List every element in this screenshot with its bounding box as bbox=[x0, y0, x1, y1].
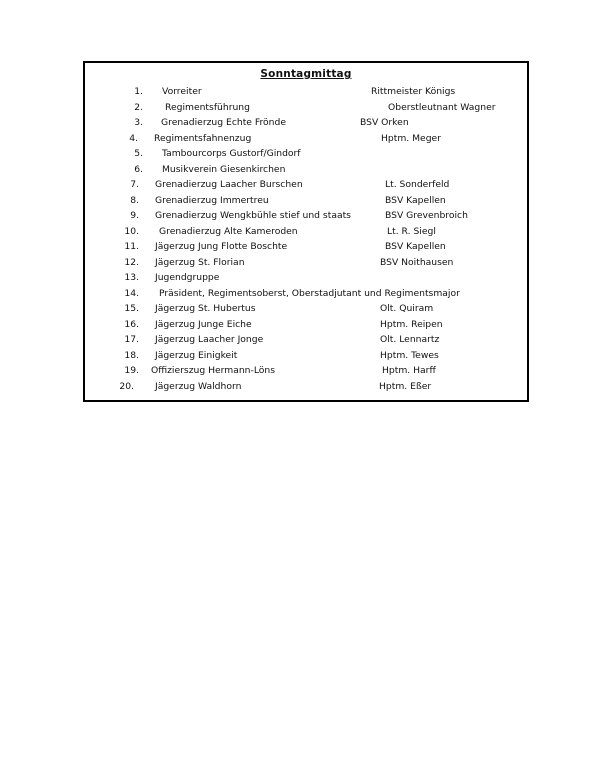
item-number: 2. bbox=[134, 101, 143, 113]
item-number: 8. bbox=[130, 194, 139, 206]
list-item bbox=[85, 85, 527, 99]
list-item bbox=[85, 287, 527, 301]
item-number: 5. bbox=[134, 148, 143, 159]
item-leader: Hptm. Tewes bbox=[380, 349, 439, 361]
list-item bbox=[85, 225, 527, 239]
list-item bbox=[85, 302, 527, 316]
item-name: Grenadierzug Immertreu bbox=[155, 194, 269, 206]
item-name: Jägerzug Waldhorn bbox=[155, 380, 242, 392]
item-leader: Hptm. Harff bbox=[382, 365, 436, 376]
list-item bbox=[85, 132, 527, 146]
item-leader: Olt. Lennartz bbox=[380, 334, 440, 345]
item-number: 11. bbox=[124, 241, 139, 252]
item-number: 12. bbox=[124, 256, 139, 268]
list-item bbox=[85, 380, 527, 394]
item-number: 9. bbox=[130, 210, 139, 221]
item-name: Jägerzug Junge Eiche bbox=[155, 318, 252, 330]
item-name: Jägerzug Einigkeit bbox=[155, 349, 238, 361]
item-name: Offizierszug Hermann-Löns bbox=[151, 365, 276, 376]
list-item bbox=[85, 364, 527, 378]
item-name: Präsident, Regimentsoberst, Oberstadjutant und Regimentsmajor bbox=[159, 287, 460, 299]
item-leader: Olt. Quiram bbox=[380, 303, 434, 314]
item-number: 3. bbox=[134, 117, 143, 128]
list-item bbox=[85, 240, 527, 254]
list-item bbox=[85, 178, 527, 192]
item-number: 7. bbox=[130, 179, 139, 190]
item-name: Tambourcorps Gustorf/Gindorf bbox=[162, 148, 301, 159]
list-item bbox=[85, 349, 527, 363]
item-number: 20. bbox=[119, 380, 134, 392]
list-item bbox=[85, 256, 527, 270]
item-leader: Rittmeister Königs bbox=[371, 86, 456, 97]
item-name: Regimentsführung bbox=[165, 101, 250, 113]
item-leader: BSV Kapellen bbox=[385, 241, 446, 252]
list-item bbox=[85, 116, 527, 130]
list-item bbox=[85, 209, 527, 223]
item-number: 4. bbox=[129, 132, 138, 144]
item-name: Grenadierzug Wengkbühle stief und staats bbox=[155, 210, 351, 221]
list-item bbox=[85, 271, 527, 285]
item-number: 15. bbox=[124, 303, 139, 314]
item-name: Jugendgruppe bbox=[155, 272, 220, 283]
item-name: Grenadierzug Echte Frönde bbox=[161, 117, 286, 128]
item-leader: Oberstleutnant Wagner bbox=[388, 101, 496, 113]
item-number: 18. bbox=[124, 349, 139, 361]
item-number: 1. bbox=[134, 86, 143, 97]
item-name: Vorreiter bbox=[162, 86, 202, 97]
item-leader: BSV Noithausen bbox=[380, 256, 454, 268]
item-number: 17. bbox=[124, 334, 139, 345]
item-name: Grenadierzug Alte Kameroden bbox=[159, 225, 298, 237]
item-leader: Lt. Sonderfeld bbox=[385, 179, 450, 190]
schedule-box bbox=[83, 61, 529, 402]
item-leader: Lt. R. Siegl bbox=[387, 225, 436, 237]
item-name: Regimentsfahnenzug bbox=[154, 132, 252, 144]
item-name: Jägerzug Jung Flotte Boschte bbox=[155, 241, 288, 252]
item-leader: Hptm. Reipen bbox=[380, 318, 443, 330]
item-name: Jägerzug St. Hubertus bbox=[155, 303, 256, 314]
item-name: Jägerzug Laacher Jonge bbox=[155, 334, 264, 345]
item-name: Grenadierzug Laacher Burschen bbox=[155, 179, 303, 190]
item-leader: BSV Kapellen bbox=[385, 194, 446, 206]
item-number: 10. bbox=[124, 225, 139, 237]
list-item bbox=[85, 318, 527, 332]
list-item bbox=[85, 163, 527, 177]
list-item bbox=[85, 194, 527, 208]
item-number: 19. bbox=[124, 365, 139, 376]
item-leader: Hptm. Eßer bbox=[379, 380, 432, 392]
item-leader: Hptm. Meger bbox=[381, 132, 441, 144]
item-number: 6. bbox=[134, 163, 143, 175]
item-number: 14. bbox=[124, 287, 139, 299]
item-name: Musikverein Giesenkirchen bbox=[162, 163, 286, 175]
item-leader: BSV Orken bbox=[360, 117, 409, 128]
item-leader: BSV Grevenbroich bbox=[385, 210, 468, 221]
list-item bbox=[85, 147, 527, 161]
item-name: Jägerzug St. Florian bbox=[155, 256, 245, 268]
list-item bbox=[85, 101, 527, 115]
item-number: 16. bbox=[124, 318, 139, 330]
document-title: Sonntagmittag bbox=[260, 68, 352, 80]
list-item bbox=[85, 333, 527, 347]
item-number: 13. bbox=[124, 272, 139, 283]
